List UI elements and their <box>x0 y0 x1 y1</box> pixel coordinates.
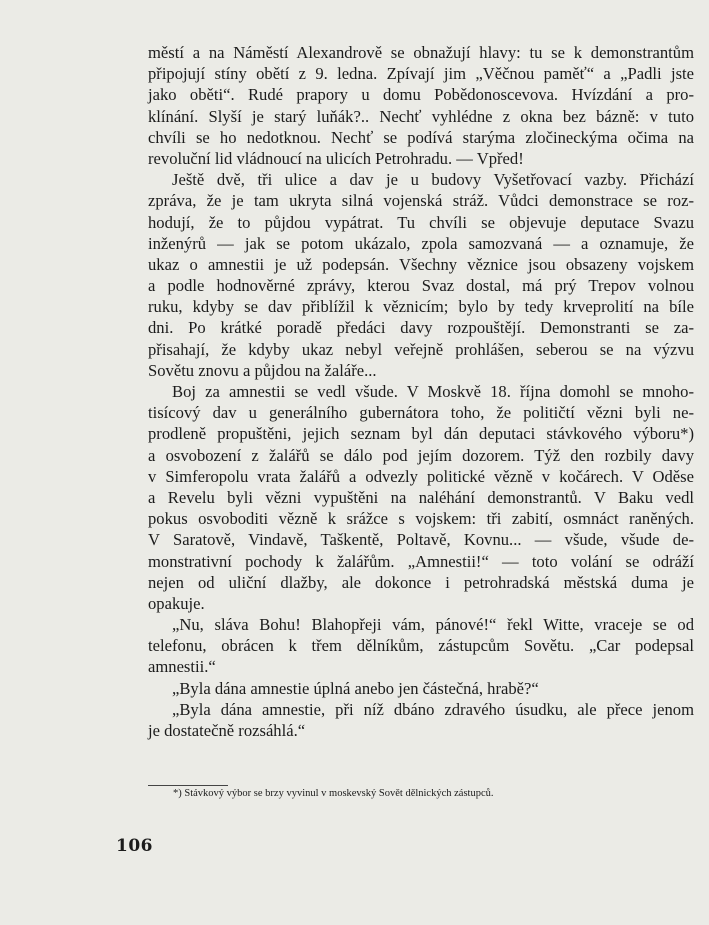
text-line: a osvobození z žalářů se dálo pod jejím dozorem. Týž den rozbily davy <box>148 445 694 465</box>
text-line: monstrativní pochody k žalářům. „Amnestii!“ — toto volání se odráží <box>148 551 694 571</box>
text-line: ukaz o amnestii je už podepsán. Všechny věznice jsou obsazeny vojskem <box>148 254 694 274</box>
text-line: V Saratově, Vindavě, Taškentě, Poltavě, Kovnu... — všude, všude de- <box>148 530 694 550</box>
text-line: chvíli se ho nedotknou. Nechť se podívá starýma zločineckýma očima na <box>148 127 694 147</box>
text-line: hodují, že to půjdou vypátrat. Tu chvíli se objevuje deputace Svazu <box>148 212 694 232</box>
text-line: zpráva, že je tam ukryta silná vojenská stráž. Vůdci demonstrace se roz- <box>148 191 694 211</box>
text-line: telefonu, obrácen k třem dělníkům, zástupcům Sovětu. „Car podepsal <box>148 636 694 656</box>
footnote-divider <box>148 785 228 786</box>
text-line: připojují stíny obětí z 9. ledna. Zpívají jim „Věčnou paměť“ a „Padli jste <box>148 64 694 84</box>
text-line: prodleně propuštěni, jejich seznam byl dán deputaci stávkového výboru*) <box>148 424 694 444</box>
footnote: *) Stávkový výbor se brzy vyvinul v moskevský Sovět dělnických zástupců. <box>173 788 494 799</box>
text-line: a podle hodnověrné zprávy, kterou Svaz dostal, má prý Trepov volnou <box>148 276 694 296</box>
text-line: Sovětu znovu a půjdou na žaláře... <box>148 360 377 380</box>
text-line: přisahají, že kdyby ukaz nebyl veřejně prohlášen, seberou se na výzvu <box>148 339 694 359</box>
text-line: klínání. Slyší je starý luňák?.. Nechť vyhlédne z okna bez bázně: v tuto <box>148 106 694 126</box>
text-line: opakuje. <box>148 593 205 613</box>
text-line: revoluční lid vládnoucí na ulicích Petrohradu. — Vpřed! <box>148 148 524 168</box>
text-line: „Nu, sláva Bohu! Blahopřeji vám, pánové!“ řekl Witte, vraceje se od <box>172 615 694 635</box>
text-line: v Simferopolu vrata žalářů a odvezly politické vězně v kočárech. V Oděse <box>148 466 694 486</box>
text-line: inženýrů — jak se potom ukázalo, zpola samozvaná — a oznamuje, že <box>148 233 694 253</box>
body-text <box>148 42 694 741</box>
text-line: pokus osvoboditi vězně k srážce s vojskem: tři zabití, osmnáct raněných. <box>148 509 694 529</box>
text-line: tisícový dav u generálního gubernátora toho, že političtí vězni byli ne- <box>148 403 694 423</box>
text-line: „Byla dána amnestie, při níž dbáno zdravého úsudku, ale přece jenom <box>172 699 694 719</box>
text-line: amnestii.“ <box>148 657 216 677</box>
text-line: ruku, kdyby se dav přiblížil k věznicím; bylo by tedy krveprolití na bíle <box>148 297 694 317</box>
text-line: jako oběti“. Rudé prapory u domu Pobědonoscevova. Hvízdání a pro- <box>148 85 694 105</box>
text-line: „Byla dána amnestie úplná anebo jen částečná, hrabě?“ <box>172 678 539 698</box>
text-line: nejen od uliční dlažby, ale dokonce i petrohradská městská duma je <box>148 572 694 592</box>
text-line: dni. Po krátké poradě předáci davy rozpouštějí. Demonstranti se za- <box>148 318 694 338</box>
page-number: 106 <box>116 836 153 856</box>
text-line: Boj za amnestii se vedl všude. V Moskvě 18. října domohl se mnoho- <box>172 382 694 401</box>
text-line: Ještě dvě, tři ulice a dav je u budovy Vyšetřovací vazby. Přichází <box>172 170 694 190</box>
text-line: je dostatečně rozsáhlá.“ <box>148 721 306 740</box>
text-line: městí a na Náměstí Alexandrově se obnažují hlavy: tu se k demonstrantům <box>148 43 694 62</box>
text-line: a Revelu byli vězni vypuštěni na naléhání demonstrantů. V Baku vedl <box>148 487 694 507</box>
